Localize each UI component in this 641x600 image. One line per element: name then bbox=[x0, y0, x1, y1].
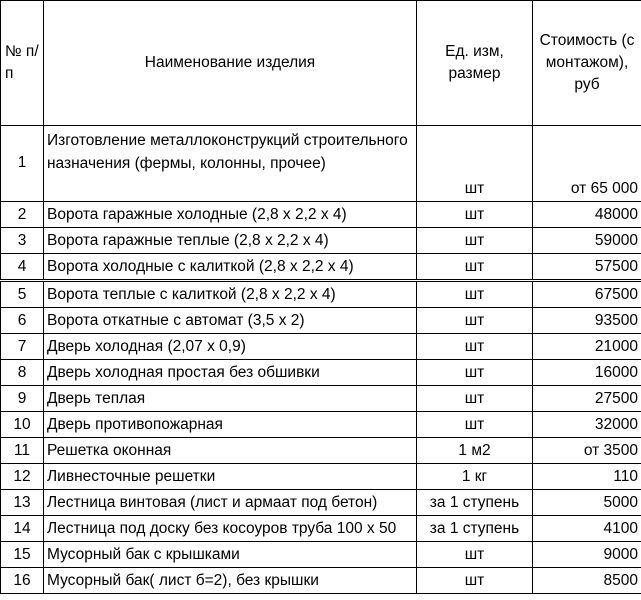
row-cost: 67500 bbox=[533, 281, 641, 308]
row-number: 3 bbox=[1, 228, 44, 254]
row-cost: от 3500 bbox=[533, 438, 641, 464]
header-number: № п/п bbox=[1, 1, 44, 126]
row-number: 8 bbox=[1, 360, 44, 386]
row-unit: 1 кг bbox=[417, 464, 533, 490]
table-row bbox=[1, 126, 641, 202]
row-cost: 57500 bbox=[533, 254, 641, 281]
row-number: 4 bbox=[1, 254, 44, 281]
row-item-name: Ворота холодные с калиткой (2,8 х 2,2 х 4) bbox=[44, 254, 417, 281]
row-number: 14 bbox=[1, 516, 44, 542]
row-unit: шт bbox=[417, 228, 533, 254]
row-item-name: Лестница винтовая (лист и армаат под бетон) bbox=[44, 490, 417, 516]
row-unit: шт bbox=[417, 281, 533, 308]
row-item-name: Лестница под доску без косоуров труба 100 х 50 bbox=[44, 516, 417, 542]
row-number: 16 bbox=[1, 568, 44, 594]
row-cost: от 65 000 bbox=[533, 126, 641, 202]
table-row bbox=[1, 360, 641, 386]
row-unit: шт bbox=[417, 202, 533, 228]
table-row bbox=[1, 464, 641, 490]
row-item-name: Ворота откатные с автомат (3,5 х 2) bbox=[44, 308, 417, 334]
table-row bbox=[1, 202, 641, 228]
table-row bbox=[1, 281, 641, 308]
row-cost: 9000 bbox=[533, 542, 641, 568]
row-unit: шт bbox=[417, 360, 533, 386]
row-cost: 4100 bbox=[533, 516, 641, 542]
row-cost: 5000 bbox=[533, 490, 641, 516]
table-header-row bbox=[1, 1, 641, 126]
row-unit: за 1 ступень bbox=[417, 516, 533, 542]
table-row bbox=[1, 542, 641, 568]
table-row bbox=[1, 254, 641, 281]
row-number: 7 bbox=[1, 334, 44, 360]
row-cost: 48000 bbox=[533, 202, 641, 228]
row-number: 6 bbox=[1, 308, 44, 334]
row-item-name: Дверь теплая bbox=[44, 386, 417, 412]
row-number: 13 bbox=[1, 490, 44, 516]
row-unit: шт bbox=[417, 412, 533, 438]
table-row bbox=[1, 516, 641, 542]
header-cost: Стоимость (с монтажом), руб bbox=[533, 1, 641, 126]
row-number: 9 bbox=[1, 386, 44, 412]
row-cost: 110 bbox=[533, 464, 641, 490]
row-unit: шт bbox=[417, 334, 533, 360]
row-item-name: Ворота гаражные холодные (2,8 х 2,2 х 4) bbox=[44, 202, 417, 228]
row-cost: 21000 bbox=[533, 334, 641, 360]
row-unit: шт bbox=[417, 126, 533, 202]
table-row bbox=[1, 386, 641, 412]
row-unit: 1 м2 bbox=[417, 438, 533, 464]
header-item-name: Наименование изделия bbox=[44, 1, 417, 126]
row-item-name: Мусорный бак( лист б=2), без крышки bbox=[44, 568, 417, 594]
row-unit: шт bbox=[417, 542, 533, 568]
table-row bbox=[1, 228, 641, 254]
table-row bbox=[1, 334, 641, 360]
row-cost: 27500 bbox=[533, 386, 641, 412]
row-number: 10 bbox=[1, 412, 44, 438]
row-cost: 8500 bbox=[533, 568, 641, 594]
table-row bbox=[1, 568, 641, 594]
row-number: 5 bbox=[1, 281, 44, 308]
row-unit: за 1 ступень bbox=[417, 490, 533, 516]
table-row bbox=[1, 490, 641, 516]
table-row bbox=[1, 438, 641, 464]
row-unit: шт bbox=[417, 386, 533, 412]
row-item-name: Ворота теплые с калиткой (2,8 х 2,2 х 4) bbox=[44, 281, 417, 308]
row-item-name: Ворота гаражные теплые (2,8 х 2,2 х 4) bbox=[44, 228, 417, 254]
row-unit: шт bbox=[417, 254, 533, 281]
row-item-name: Дверь противопожарная bbox=[44, 412, 417, 438]
row-number: 15 bbox=[1, 542, 44, 568]
row-number: 12 bbox=[1, 464, 44, 490]
row-item-name: Ливнесточные решетки bbox=[44, 464, 417, 490]
row-cost: 16000 bbox=[533, 360, 641, 386]
row-item-name: Изготовление металлоконструкций строительного назначения (фермы, колонны, прочее) bbox=[44, 126, 417, 202]
header-unit: Ед. изм, размер bbox=[417, 1, 533, 126]
row-number: 1 bbox=[1, 126, 44, 202]
row-item-name: Дверь холодная простая без обшивки bbox=[44, 360, 417, 386]
row-cost: 32000 bbox=[533, 412, 641, 438]
row-item-name: Мусорный бак с крышками bbox=[44, 542, 417, 568]
table-row bbox=[1, 412, 641, 438]
row-unit: шт bbox=[417, 568, 533, 594]
row-cost: 93500 bbox=[533, 308, 641, 334]
row-number: 11 bbox=[1, 438, 44, 464]
row-item-name: Решетка оконная bbox=[44, 438, 417, 464]
row-item-name: Дверь холодная (2,07 х 0,9) bbox=[44, 334, 417, 360]
row-unit: шт bbox=[417, 308, 533, 334]
table-row bbox=[1, 308, 641, 334]
row-cost: 59000 bbox=[533, 228, 641, 254]
row-number: 2 bbox=[1, 202, 44, 228]
